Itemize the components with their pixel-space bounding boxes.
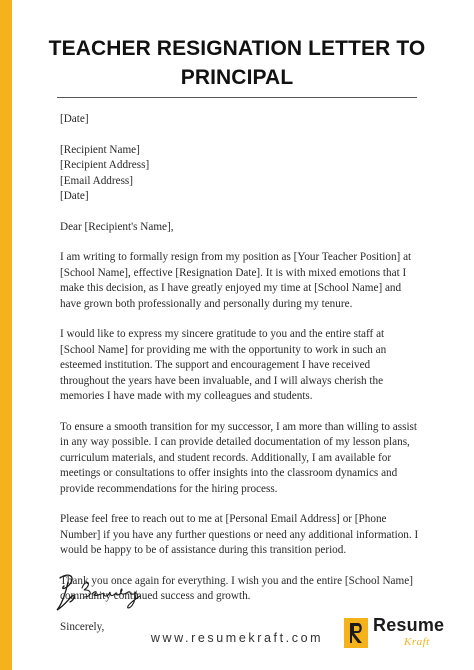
letter-date xyxy=(60,112,420,128)
closing: Sincerely, xyxy=(60,620,105,633)
accent-side-bar xyxy=(0,0,12,670)
handwritten-signature xyxy=(54,570,154,614)
logo-wordmark: Resume xyxy=(373,615,445,635)
recipient-email: [Email Address] xyxy=(60,174,134,187)
paragraph-gratitude: I would like to express my sincere gratitude to you and the entire staff at [School Name] for providing me with the opportunity to work in such an esteemed institution. The support and encouragement I have received throughout the years have been invaluable, and I will always cherish the memories I have made with my colleagues and students. xyxy=(60,328,387,402)
salutation: Dear [Recipient's Name], xyxy=(60,220,174,233)
resumekraft-logo xyxy=(344,614,454,658)
date-line: [Date] xyxy=(60,113,89,125)
footer-website-url: www.resumekraft.com xyxy=(150,631,324,645)
title-divider xyxy=(57,97,417,98)
paragraph-thanks: Thank you once again for everything. I wish you and the entire [School Name] community continued success and growth. xyxy=(60,574,413,602)
logo-subword: Kraft xyxy=(404,636,430,648)
recipient-name: [Recipient Name] xyxy=(60,143,140,156)
page-title: TEACHER RESIGNATION LETTER TO PRINCIPAL xyxy=(48,37,426,89)
paragraph-resignation: I am writing to formally resign from my position as [Your Teacher Position] at [School Name], effective [Resignation Date]. It is with mixed emotions that I make this decision, as I have greatly enjoyed my time at [School Name] and have grown both professionally and personally during my tenure. xyxy=(60,251,412,310)
recipient-address: [Recipient Address] xyxy=(60,159,150,171)
paragraph-contact: Please feel free to reach out to me at [Personal Email Address] or [Phone Number] if you have any further questions or need any additional information. I would be happy to be of assistance during this transition period. xyxy=(60,513,419,556)
recipient-date: [Date] xyxy=(60,190,89,202)
paragraph-transition: To ensure a smooth transition for my successor, I am more than willing to assist in any way possible. I can provide detailed documentation of my lesson plans, curriculum materials, and student records. Additionally, I am available for meetings or consultations to offer insights into the classroom dynamics and provide recommendations for the hiring process. xyxy=(60,420,418,495)
logo-mark-icon xyxy=(344,618,368,648)
recipient-block xyxy=(60,143,420,205)
